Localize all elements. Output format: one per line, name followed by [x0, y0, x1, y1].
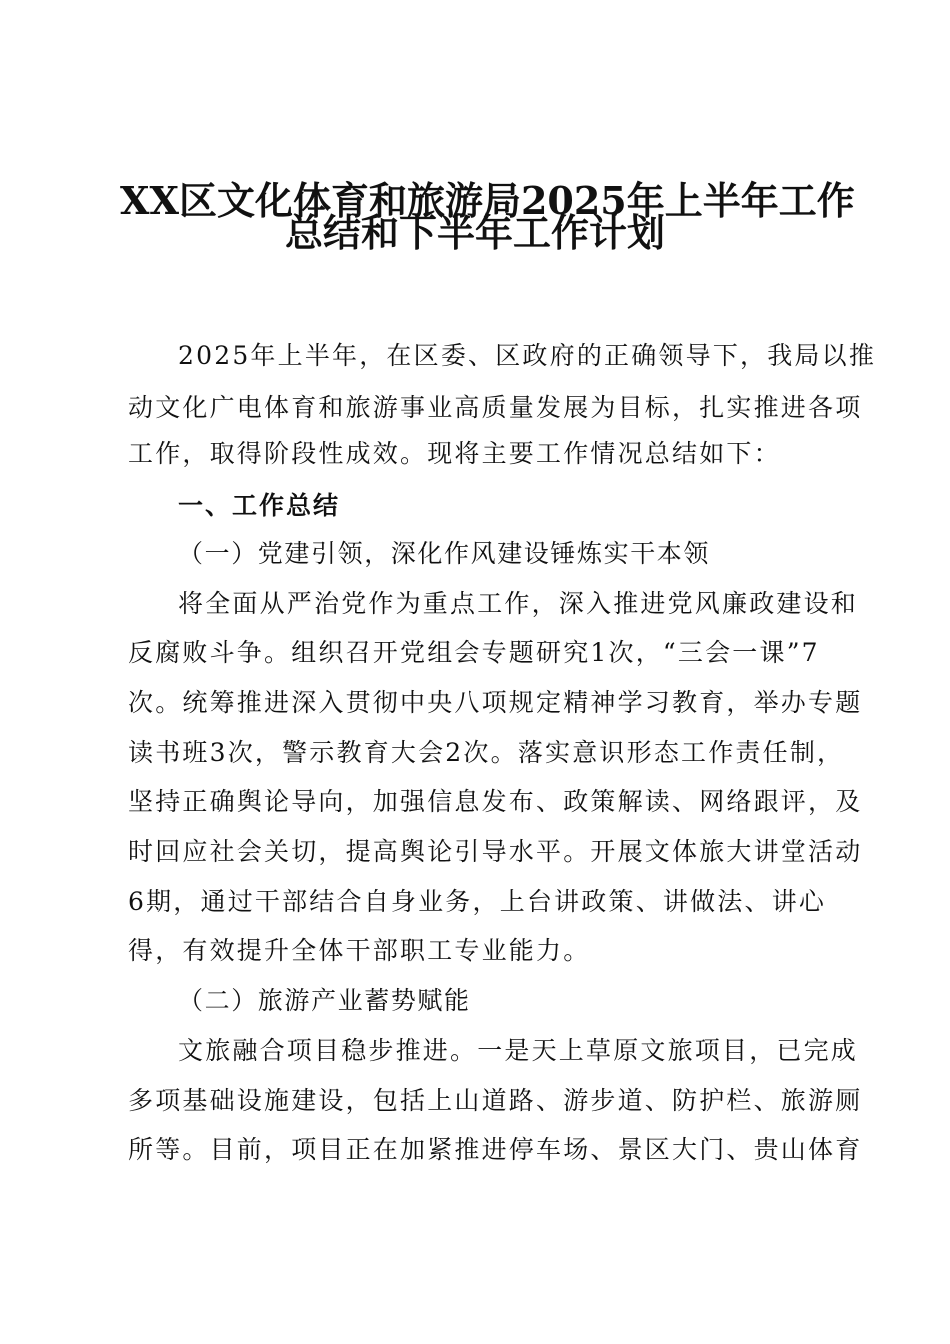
- paragraph-line: 次。统筹推进深入贯彻中央八项规定精神学习教育，举办专题: [128, 688, 863, 717]
- paragraph-line: 文旅融合项目稳步推进。一是天上草原文旅项目，已完成: [178, 1036, 859, 1065]
- paragraph-line: 多项基础设施建设，包括上山道路、游步道、防护栏、旅游厕: [128, 1086, 863, 1115]
- subsection-heading: （一）党建引领，深化作风建设锤炼实干本领: [178, 539, 711, 568]
- paragraph-line: 动文化广电体育和旅游事业高质量发展为目标，扎实推进各项: [128, 393, 863, 422]
- document-title-line-2: 总结和下半年工作计划: [284, 210, 665, 255]
- section-heading: 一、工作总结: [178, 491, 341, 520]
- paragraph-line: 2025年上半年，在区委、区政府的正确领导下，我局以推: [178, 341, 877, 370]
- paragraph-line: 反腐败斗争。组织召开党组会专题研究1次，“三会一课”7: [128, 638, 820, 667]
- paragraph-line: 6期，通过干部结合自身业务，上台讲政策、讲做法、讲心: [128, 887, 827, 916]
- document-title-line-1: XX区文化体育和旅游局2025年上半年工作: [120, 178, 855, 223]
- paragraph-line: 时回应社会关切，提高舆论引导水平。开展文体旅大讲堂活动: [128, 837, 863, 866]
- paragraph-line: 坚持正确舆论导向，加强信息发布、政策解读、网络跟评，及: [128, 787, 863, 816]
- subsection-heading: （二）旅游产业蓄势赋能: [178, 986, 471, 1015]
- paragraph-line: 得，有效提升全体干部职工专业能力。: [128, 936, 591, 965]
- paragraph-line: 工作，取得阶段性成效。现将主要工作情况总结如下：: [128, 439, 781, 468]
- paragraph-line: 读书班3次，警示教育大会2次。落实意识形态工作责任制，: [128, 738, 845, 767]
- paragraph-line: 将全面从严治党作为重点工作，深入推进党风廉政建设和: [178, 589, 859, 618]
- paragraph-line: 所等。目前，项目正在加紧推进停车场、景区大门、贵山体育: [128, 1135, 863, 1164]
